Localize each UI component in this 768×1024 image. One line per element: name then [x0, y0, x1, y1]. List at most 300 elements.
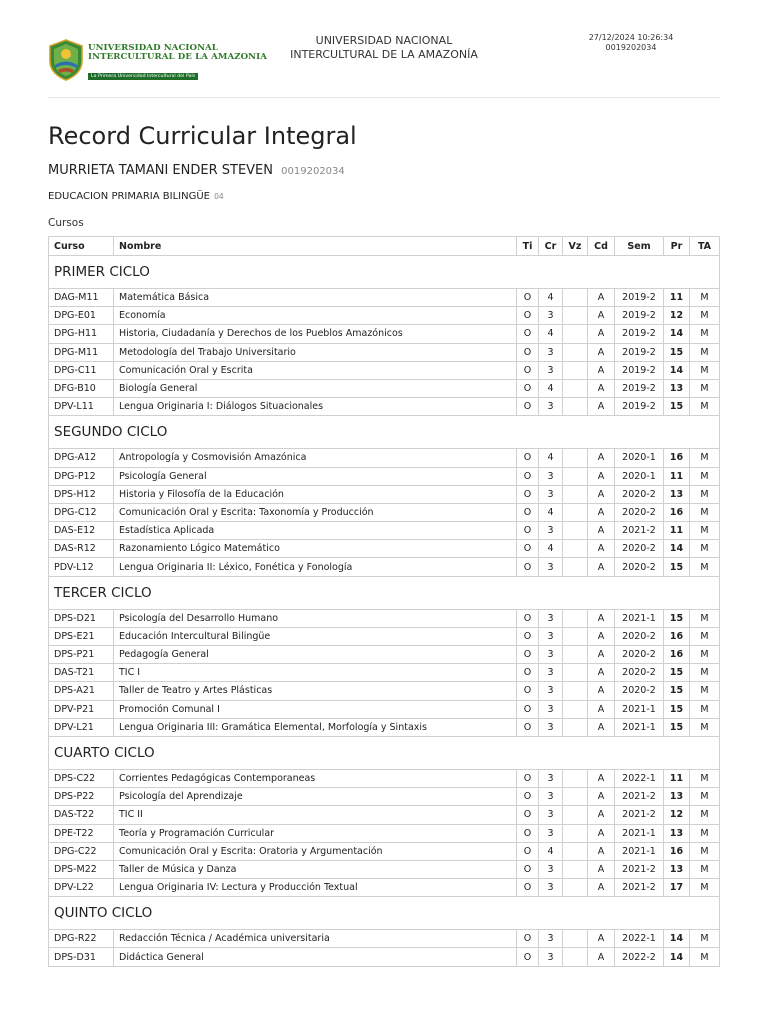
cell-cd: A: [588, 627, 615, 645]
cell-pr: 14: [664, 325, 690, 343]
cell-curso: DPG-H11: [49, 325, 114, 343]
cell-cd: A: [588, 879, 615, 897]
student-code: 0019202034: [281, 166, 345, 177]
cell-curso: DPG-P12: [49, 467, 114, 485]
cell-cr: 4: [539, 449, 563, 467]
cell-curso: DPS-M22: [49, 860, 114, 878]
cell-vz: [563, 289, 588, 307]
cell-curso: DPS-P21: [49, 646, 114, 664]
cell-ta: M: [690, 948, 720, 966]
table-row: [49, 379, 720, 397]
cell-ti: O: [517, 842, 539, 860]
cell-ti: O: [517, 379, 539, 397]
cell-curso: DPS-D31: [49, 948, 114, 966]
cell-ta: M: [690, 788, 720, 806]
cell-vz: [563, 558, 588, 576]
cell-vz: [563, 788, 588, 806]
cell-curso: DAG-M11: [49, 289, 114, 307]
cell-nombre: Economía: [114, 307, 517, 325]
cell-sem: 2020-1: [615, 467, 664, 485]
cell-sem: 2021-2: [615, 879, 664, 897]
cell-nombre: Promoción Comunal I: [114, 700, 517, 718]
cell-cr: 3: [539, 718, 563, 736]
cell-pr: 15: [664, 343, 690, 361]
cell-vz: [563, 307, 588, 325]
cell-nombre: Lengua Originaria III: Gramática Elemental, Morfología y Sintaxis: [114, 718, 517, 736]
cell-cd: A: [588, 930, 615, 948]
cell-nombre: Razonamiento Lógico Matemático: [114, 540, 517, 558]
cell-cr: 3: [539, 609, 563, 627]
cycle-title: TERCER CICLO: [49, 576, 720, 609]
cycle-title: SEGUNDO CICLO: [49, 416, 720, 449]
table-row: [49, 879, 720, 897]
cell-pr: 15: [664, 664, 690, 682]
cell-vz: [563, 682, 588, 700]
table-row: [49, 664, 720, 682]
cell-ta: M: [690, 503, 720, 521]
cell-vz: [563, 806, 588, 824]
cycle-header-row: [49, 416, 720, 449]
cell-cd: A: [588, 842, 615, 860]
cell-cd: A: [588, 522, 615, 540]
cell-ta: M: [690, 343, 720, 361]
cell-curso: DAS-T22: [49, 806, 114, 824]
cell-ta: M: [690, 627, 720, 645]
cell-sem: 2022-1: [615, 930, 664, 948]
cell-cd: A: [588, 609, 615, 627]
cell-vz: [563, 609, 588, 627]
cell-ti: O: [517, 700, 539, 718]
table-row: [49, 540, 720, 558]
cell-pr: 15: [664, 718, 690, 736]
cell-nombre: Biología General: [114, 379, 517, 397]
cell-pr: 13: [664, 788, 690, 806]
cell-sem: 2021-2: [615, 860, 664, 878]
cell-pr: 14: [664, 948, 690, 966]
cell-pr: 15: [664, 682, 690, 700]
cell-sem: 2020-2: [615, 540, 664, 558]
cell-sem: 2020-2: [615, 558, 664, 576]
cell-sem: 2019-2: [615, 325, 664, 343]
cell-nombre: Pedagogía General: [114, 646, 517, 664]
cell-sem: 2019-2: [615, 307, 664, 325]
cell-cd: A: [588, 824, 615, 842]
cell-nombre: Psicología del Aprendizaje: [114, 788, 517, 806]
table-row: [49, 646, 720, 664]
cell-cd: A: [588, 449, 615, 467]
cell-nombre: Psicología del Desarrollo Humano: [114, 609, 517, 627]
cell-sem: 2021-1: [615, 700, 664, 718]
cell-pr: 13: [664, 379, 690, 397]
cell-cr: 3: [539, 806, 563, 824]
cell-cr: 3: [539, 485, 563, 503]
cell-sem: 2021-1: [615, 824, 664, 842]
cell-ti: O: [517, 361, 539, 379]
cell-ti: O: [517, 540, 539, 558]
cell-vz: [563, 930, 588, 948]
cell-cr: 3: [539, 682, 563, 700]
cell-vz: [563, 700, 588, 718]
cell-nombre: Historia, Ciudadanía y Derechos de los Pueblos Amazónicos: [114, 325, 517, 343]
cell-sem: 2019-2: [615, 379, 664, 397]
table-row: [49, 558, 720, 576]
cell-curso: DPS-E21: [49, 627, 114, 645]
cell-ti: O: [517, 627, 539, 645]
cell-ta: M: [690, 700, 720, 718]
cell-pr: 15: [664, 700, 690, 718]
cell-curso: DPS-H12: [49, 485, 114, 503]
document-meta: [576, 33, 686, 53]
cell-curso: DPV-L22: [49, 879, 114, 897]
cell-nombre: Metodología del Trabajo Universitario: [114, 343, 517, 361]
cell-sem: 2019-2: [615, 289, 664, 307]
cell-cd: A: [588, 540, 615, 558]
cycle-title: CUARTO CICLO: [49, 736, 720, 769]
cell-nombre: Lengua Originaria I: Diálogos Situacionales: [114, 398, 517, 416]
cell-cd: A: [588, 307, 615, 325]
cell-ta: M: [690, 609, 720, 627]
cell-ta: M: [690, 325, 720, 343]
cell-ta: M: [690, 398, 720, 416]
cell-cr: 3: [539, 522, 563, 540]
cell-vz: [563, 503, 588, 521]
cell-curso: DPS-C22: [49, 769, 114, 787]
cell-ti: O: [517, 343, 539, 361]
cycle-header-row: [49, 897, 720, 930]
cell-ta: M: [690, 860, 720, 878]
cell-ta: M: [690, 361, 720, 379]
cell-curso: DAS-E12: [49, 522, 114, 540]
cell-pr: 11: [664, 769, 690, 787]
university-crest-icon: [48, 39, 84, 81]
cell-cd: A: [588, 379, 615, 397]
cell-nombre: Estadística Aplicada: [114, 522, 517, 540]
cell-vz: [563, 948, 588, 966]
program-name: EDUCACION PRIMARIA BILINGÜE: [48, 191, 210, 202]
cell-cd: A: [588, 325, 615, 343]
cell-cd: A: [588, 289, 615, 307]
col-header-curso: Curso: [49, 237, 114, 256]
cell-vz: [563, 646, 588, 664]
cell-pr: 15: [664, 609, 690, 627]
cell-vz: [563, 361, 588, 379]
cell-ta: M: [690, 718, 720, 736]
cell-cr: 3: [539, 558, 563, 576]
cell-cr: 3: [539, 664, 563, 682]
cell-cd: A: [588, 485, 615, 503]
cell-ta: M: [690, 879, 720, 897]
university-logo: [48, 38, 268, 82]
cell-cr: 3: [539, 824, 563, 842]
cell-sem: 2019-2: [615, 398, 664, 416]
cell-vz: [563, 343, 588, 361]
cell-vz: [563, 467, 588, 485]
table-row: [49, 467, 720, 485]
cell-vz: [563, 379, 588, 397]
cell-curso: DAS-T21: [49, 664, 114, 682]
table-row: [49, 842, 720, 860]
cell-vz: [563, 860, 588, 878]
cell-ta: M: [690, 824, 720, 842]
cell-vz: [563, 769, 588, 787]
table-row: [49, 522, 720, 540]
cell-pr: 13: [664, 860, 690, 878]
cell-pr: 11: [664, 289, 690, 307]
cell-nombre: Corrientes Pedagógicas Contemporaneas: [114, 769, 517, 787]
cycle-title: PRIMER CICLO: [49, 256, 720, 289]
cell-pr: 13: [664, 824, 690, 842]
cell-pr: 11: [664, 522, 690, 540]
cell-sem: 2020-2: [615, 664, 664, 682]
cell-ti: O: [517, 879, 539, 897]
table-row: [49, 361, 720, 379]
cell-curso: DAS-R12: [49, 540, 114, 558]
cell-ti: O: [517, 289, 539, 307]
page-header: [48, 30, 720, 98]
cell-cd: A: [588, 467, 615, 485]
cell-cd: A: [588, 718, 615, 736]
program-info: [48, 191, 224, 202]
cell-sem: 2020-2: [615, 503, 664, 521]
cell-cd: A: [588, 948, 615, 966]
cell-sem: 2021-2: [615, 788, 664, 806]
cell-cr: 3: [539, 879, 563, 897]
cell-pr: 14: [664, 540, 690, 558]
cell-vz: [563, 522, 588, 540]
cell-nombre: Lengua Originaria II: Léxico, Fonética y Fonología: [114, 558, 517, 576]
cell-cr: 3: [539, 860, 563, 878]
cell-curso: DPG-C11: [49, 361, 114, 379]
logo-line-2: INTERCULTURAL DE LA AMAZONIA: [88, 52, 268, 62]
cell-nombre: Antropología y Cosmovisión Amazónica: [114, 449, 517, 467]
cell-curso: PDV-L12: [49, 558, 114, 576]
cell-curso: DPG-M11: [49, 343, 114, 361]
cell-cr: 4: [539, 540, 563, 558]
table-header-row: [49, 237, 720, 256]
cell-vz: [563, 879, 588, 897]
table-row: [49, 503, 720, 521]
table-row: [49, 930, 720, 948]
cell-ti: O: [517, 485, 539, 503]
courses-label: Cursos: [48, 217, 84, 229]
cell-ti: O: [517, 307, 539, 325]
cell-ta: M: [690, 769, 720, 787]
cell-curso: DPG-E01: [49, 307, 114, 325]
cell-cd: A: [588, 806, 615, 824]
cell-vz: [563, 398, 588, 416]
cell-curso: DPV-P21: [49, 700, 114, 718]
cell-vz: [563, 824, 588, 842]
cell-sem: 2021-2: [615, 522, 664, 540]
cell-ta: M: [690, 307, 720, 325]
cell-ti: O: [517, 788, 539, 806]
cell-ti: O: [517, 664, 539, 682]
cell-ti: O: [517, 646, 539, 664]
cell-cr: 3: [539, 307, 563, 325]
cell-nombre: Matemática Básica: [114, 289, 517, 307]
student-info: [48, 163, 345, 178]
cell-ta: M: [690, 806, 720, 824]
cell-cr: 3: [539, 700, 563, 718]
cell-nombre: Psicología General: [114, 467, 517, 485]
cell-sem: 2020-2: [615, 485, 664, 503]
cell-ti: O: [517, 398, 539, 416]
table-row: [49, 609, 720, 627]
cell-ta: M: [690, 289, 720, 307]
cell-cr: 3: [539, 646, 563, 664]
cell-pr: 14: [664, 930, 690, 948]
cycle-title: QUINTO CICLO: [49, 897, 720, 930]
table-body: [49, 256, 720, 967]
cell-pr: 17: [664, 879, 690, 897]
cell-sem: 2020-2: [615, 646, 664, 664]
cell-sem: 2020-2: [615, 627, 664, 645]
cell-curso: DPV-L21: [49, 718, 114, 736]
cell-curso: DPV-L11: [49, 398, 114, 416]
col-header-cd: Cd: [588, 237, 615, 256]
table-row: [49, 398, 720, 416]
cell-cr: 3: [539, 398, 563, 416]
print-datetime: 27/12/2024 10:26:34: [588, 33, 674, 42]
cell-pr: 15: [664, 398, 690, 416]
cell-ta: M: [690, 449, 720, 467]
table-row: [49, 788, 720, 806]
cell-nombre: Historia y Filosofía de la Educación: [114, 485, 517, 503]
cell-cd: A: [588, 343, 615, 361]
cell-cr: 3: [539, 930, 563, 948]
document-code: 0019202034: [605, 43, 657, 52]
cell-cr: 3: [539, 361, 563, 379]
cell-ta: M: [690, 522, 720, 540]
cell-cr: 3: [539, 343, 563, 361]
cell-ti: O: [517, 930, 539, 948]
cell-pr: 14: [664, 361, 690, 379]
cell-nombre: Teoría y Programación Curricular: [114, 824, 517, 842]
cell-vz: [563, 485, 588, 503]
cell-cd: A: [588, 664, 615, 682]
cell-pr: 16: [664, 503, 690, 521]
cell-ti: O: [517, 609, 539, 627]
cell-vz: [563, 449, 588, 467]
cell-curso: DPS-P22: [49, 788, 114, 806]
cell-ta: M: [690, 682, 720, 700]
cell-sem: 2020-2: [615, 682, 664, 700]
col-header-cr: Cr: [539, 237, 563, 256]
cell-pr: 15: [664, 558, 690, 576]
cell-cr: 3: [539, 948, 563, 966]
cell-cd: A: [588, 860, 615, 878]
cell-sem: 2019-2: [615, 343, 664, 361]
cell-cr: 4: [539, 503, 563, 521]
cell-nombre: Comunicación Oral y Escrita: Taxonomía y Producción: [114, 503, 517, 521]
cell-ti: O: [517, 558, 539, 576]
cell-ti: O: [517, 806, 539, 824]
table-row: [49, 485, 720, 503]
cell-sem: 2020-1: [615, 449, 664, 467]
table-row: [49, 627, 720, 645]
cell-nombre: Comunicación Oral y Escrita: [114, 361, 517, 379]
cell-cr: 3: [539, 627, 563, 645]
table-row: [49, 682, 720, 700]
cell-cd: A: [588, 398, 615, 416]
cell-nombre: TIC II: [114, 806, 517, 824]
cell-ti: O: [517, 467, 539, 485]
cell-cd: A: [588, 682, 615, 700]
cell-nombre: TIC I: [114, 664, 517, 682]
cell-ta: M: [690, 646, 720, 664]
cell-curso: DPG-A12: [49, 449, 114, 467]
cell-ti: O: [517, 682, 539, 700]
table-row: [49, 700, 720, 718]
cell-ti: O: [517, 718, 539, 736]
cell-nombre: Educación Intercultural Bilingüe: [114, 627, 517, 645]
cell-curso: DFG-B10: [49, 379, 114, 397]
cell-ti: O: [517, 449, 539, 467]
table-row: [49, 718, 720, 736]
col-header-ta: TA: [690, 237, 720, 256]
cell-sem: 2019-2: [615, 361, 664, 379]
cell-cd: A: [588, 558, 615, 576]
col-header-vz: Vz: [563, 237, 588, 256]
cell-curso: DPG-R22: [49, 930, 114, 948]
cycle-header-row: [49, 576, 720, 609]
cell-sem: 2022-2: [615, 948, 664, 966]
cell-nombre: Taller de Teatro y Artes Plásticas: [114, 682, 517, 700]
cell-ti: O: [517, 860, 539, 878]
cell-vz: [563, 842, 588, 860]
cycle-header-row: [49, 736, 720, 769]
cell-ta: M: [690, 664, 720, 682]
table-row: [49, 806, 720, 824]
cell-sem: 2021-1: [615, 842, 664, 860]
cell-pr: 16: [664, 842, 690, 860]
cell-pr: 11: [664, 467, 690, 485]
table-row: [49, 860, 720, 878]
cell-cd: A: [588, 769, 615, 787]
cell-sem: 2022-1: [615, 769, 664, 787]
cell-cr: 4: [539, 842, 563, 860]
cell-ti: O: [517, 522, 539, 540]
cell-ta: M: [690, 540, 720, 558]
cell-vz: [563, 664, 588, 682]
cell-cd: A: [588, 646, 615, 664]
cell-ta: M: [690, 379, 720, 397]
cell-ta: M: [690, 930, 720, 948]
cell-sem: 2021-2: [615, 806, 664, 824]
cell-curso: DPS-D21: [49, 609, 114, 627]
cell-cr: 4: [539, 379, 563, 397]
table-row: [49, 307, 720, 325]
cell-ta: M: [690, 842, 720, 860]
cell-pr: 12: [664, 307, 690, 325]
col-header-ti: Ti: [517, 237, 539, 256]
cell-ti: O: [517, 948, 539, 966]
cycle-header-row: [49, 256, 720, 289]
cell-pr: 16: [664, 646, 690, 664]
cell-cd: A: [588, 788, 615, 806]
table-row: [49, 449, 720, 467]
cell-ta: M: [690, 558, 720, 576]
program-code: 04: [214, 192, 224, 201]
cell-sem: 2021-1: [615, 718, 664, 736]
cell-cr: 4: [539, 289, 563, 307]
col-header-pr: Pr: [664, 237, 690, 256]
cell-cd: A: [588, 503, 615, 521]
cell-ti: O: [517, 769, 539, 787]
cell-cr: 3: [539, 769, 563, 787]
cell-curso: DPS-A21: [49, 682, 114, 700]
cell-vz: [563, 627, 588, 645]
